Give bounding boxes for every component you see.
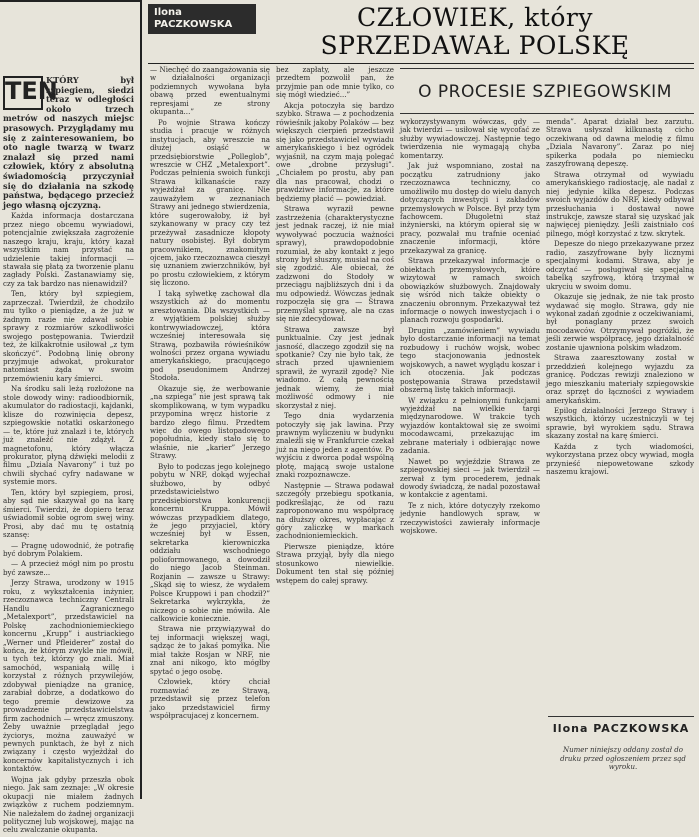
paragraph: Jerzy Strawa, urodzony w 1915 roku, z wykształcenia inżynier, rzeczoznawca techniczny Centrali Handlu Zagranicznego „Metalexport”, przedstawiciel na Polskę zachodnioniemieckiego koncernu „Krupp” i austriackiego „Werner und Pfleiderer” został do końca, że którym zwykle nie mówił, u tych też, którzy go znali. Miał samochód, wspaniałą willę i korzystał z różnych przywilejów, zdobywał pieniądze na granicę, zarabiał dobrze, a dodatkowo do tego premie dewizowe za prowadzenie przedstawicielstwa firm zachodnich — wręcz zmuszony. Żeby uważnie przeglądał jego życiorys, można zauważyć w pewnych punktach, że był z nich związany i często wyjeżdżał do koncernów kapitalistycznych i ich kontaktów. xyxy=(3,578,134,774)
paragraph: Kaźda z tych wiadomości, wykorzystana przez obcy wywiad, mogła przynieść niepowetowane szkody naszemu krajowi. xyxy=(546,441,694,477)
paragraph: Te z nich, które dotyczyły rzekomo jedynie handlowych spraw, w rzeczywistości zawierały informacje wojskowe. xyxy=(400,500,540,536)
paragraph: wykorzystywanym wówczas, gdy — jak twierdzi — usiłował się wycofać ze służby wywiadowczej. Następnie tego twierdzenia nie wymagają chyba komentarzy. xyxy=(400,117,540,160)
paragraph: Drugim „zamówieniem” wywiadu było dostarczanie informacji na temat rozbudowy i ruchów wojsk, wobec tego stacjonowania jednostek wojskowych, a nawet wyglądu koszar i ich otoczenia. Jak podczas postępowania Strawa przedstawił obszerną listę takich informacji. xyxy=(400,325,540,395)
paragraph: Strawa otrzymał od wywiadu amerykańskiego radiostację, ale nadał z niej jedynie kilka depesz. Podczas swoich wyjazdów do NRF, kiedy odbywał przesłuchania i dostawał nowe instrukcje, zawsze starał się uzyskać jak najwięcej pieniędzy. Jeśli zaistniało coś pilnego, mógł korzystać z tzw. skrytek. xyxy=(546,169,694,238)
paragraph: Strawa nie przywiązywał do tej informacji większej wagi, sądząc że to jakaś pomyłka. Nie miał także Rosjan w NRF, nie znał ani nikogo, kto mógłby spytać o jego osobę. xyxy=(150,624,270,676)
paragraph: Okazuje się, że werbowanie „na szpiega” nie jest sprawą tak skomplikowaną, w tym wypadku przypomina wręcz historie z bardzo złego filmu. Przedtem więc do owego listopadowego popołudnia, kiedy stało się to właśnie, nie „karier” Jerzego Strawy. xyxy=(150,383,270,461)
headline xyxy=(260,4,690,60)
paragraph: Akcja potoczyła się bardzo szybko. Strawa — z pochodzenia rówieśnik jakoby Polaków — bez większych cierpień przedstawił się jako przedstawiciel wywiadu amerykańskiego i bez ogródek wyjaśnił, na czym mają polegać owe „drobne przysługi”. „Chciałem po prostu, aby pan dla nas pracował, chodzi o prawdziwe informacje, za które będziemy płacić — powiedział. xyxy=(276,100,394,203)
lead-paragraph: KTÓRY był szpiegiem, siedzi teraz w odległości około trzech metrów od naszych miejsc prasowych. Przyglądamy mu się z zainteresowaniem, bo oto nagle twarzą w twarz znalazł się przed nami człowiek, który z absolutną świadomością przyczyniał się do działania na szkodę państwa, będącego przecież jego własną ojczyzną. xyxy=(3,75,134,210)
paragraph: Epilog działalności Jerzego Strawy i wszystkich, którzy uczestniczyli w tej sprawie, był wyrokiem sądu. Strawa skazany został na karę śmierci. xyxy=(546,405,694,441)
paragraph: Każda informacja dostarczana przez niego obcemu wywiadowi, potencjalnie zwiększała zagrożenie naszego kraju, kraju, który kazał wszystkim nam przystać na udzielenie takiej informacji — stawała się płatą za tworzenie planu zagłady Polski. Zastanawiamy się, czy za tak bardzo nas nienawidził? xyxy=(3,211,134,288)
column-1 xyxy=(3,76,134,837)
paragraph: Nawet po wyjeździe Strawa ze szpiegowskiej sieci — jak twierdził — zerwał z tym procederem, jednak dowody świadczą, że nadal pozostawał w kontakcie z agentami. xyxy=(400,456,540,500)
author-last-name: PACZKOWSKA xyxy=(154,19,233,30)
paragraph: Pierwsze pieniądze, które Strawa przyjął, były dla niego stosunkowo niewielkie. Dokument ten stał się później wstępem do całej sprawy. xyxy=(276,541,394,585)
signature-name: Ilona PACZKOWSKA xyxy=(552,722,690,735)
column-3 xyxy=(276,66,394,799)
paragraph: Strawa wyraził pewne zastrzeżenia (charakterystyczne jest jednak raczej, iż nie miał wywoływać poczucia ważności sprawy), prawdopodobnie rozumiał, że aby kontakt z jego strony był słuszny, musiał na coś się zgodzić. Ale obiecał, że zadzwoni do Stodoły w przeciągu najbliższych dni i da mu odpowiedź. Wówczas jednak rozpoczęła się gra — Strawa przemyślał sprawę, ale na czas się nie zdecydował. xyxy=(276,204,394,324)
headline-line-1: CZŁOWIEK, który xyxy=(357,3,593,32)
headline-line-2: SPRZEDAWAŁ POLSKĘ xyxy=(320,31,630,60)
paragraph: Było to podczas jego kolejnego pobytu w NRF, dokąd wyjechał służbowo, by odbyć przedstawicielstwo przedsiębiorstwa konkurencji koncernu Kruppa. Mówił wówczas przypadkiem dlatego, że jego przyjaciel, który wcześniej był w Essen, sekretarka kierowniczka oddziału wschodniego polioformowanego, a dowodził do niego Jacob Steinman. Rozjanin — zawsze u Strawy: „Skąd się to wiesz, że wydałem Polsce Kruppowi i pan chodził?” Sekretarka wykrzykła, że niczego o sobie nie mówiła. Ale całkowicie koniecznie. xyxy=(150,461,270,623)
paragraph: — Pragnę udowodnić, że potrafię być dobrym Polakiem. xyxy=(3,540,134,558)
section-subhead: O PROCESIE SZPIEGOWSKIM xyxy=(418,82,672,102)
author-tag xyxy=(148,4,256,34)
column-5 xyxy=(546,118,694,714)
paragraph: W związku z pełnionymi funkcjami wyjeżdżał na wielkie targi międzynarodowe. W trakcie tych wyjazdów kontaktował się ze swoimi mocodawcami, przekazując im zebrane materiały i odbierając nowe zadania. xyxy=(400,395,540,456)
paragraph: Ten, który był szpiegiem, zaprzeczał. Twierdził, że chodziło mu tylko o pieniądze, a że już w żadnym razie nie zdawał sobie sprawy z rozmiarów szkodliwości swojego postępowania. Twierdził też, że kilkakrotnie usiłował „z tym skończyć”. Podobną linię obrony przyjmuje adwokat, prokurator natomiast żąda w swoim przemówieniu kary śmierci. xyxy=(3,289,134,383)
paragraph: menda”. Aparat działał bez zarzutu. Strawa usłyszał kilkunastą cicho oczekiwaną od dawna melodię z filmu „Dziala Navarony”. Zaraz po niej spikerka podała po niemiecku zaszyfrowaną depeszę. xyxy=(546,117,694,169)
paragraph: — Niechęć do zaangażowania się w działalności organizacji podziemnych wywołana była obawą przed ewentualnymi represjami ze strony okupanta...” xyxy=(150,65,270,117)
paragraph: Jak już wspomniano, został na początku zatrudniony jako rzeczoznawca techniczny, co umożliwiło mu dostęp do wielu danych dotyczących inwestycji i zakładów przemysłowych w Polsce. Był przy tym fachowcem. Długoletni staż inżynierski, na którym opierał się w pracy, pozwalał mu trafnie oceniać znaczenie informacji, które przekazywał za granicę. xyxy=(400,161,540,255)
paragraph: Po wojnie Strawa kończy studia i pracuje w różnych instytucjach, aby wreszcie na dłużej osiąść w przedsiębiorstwie „Polleglob”, wreszcie w CHZ „Metalexport”. Podczas pełnienia swoich funkcji Strawa kilkanaście razy wyjeżdżał za granicę. Nie zauważyłem w zeznaniach Strawy ani jednego stwierdzenia, które sugerowałoby, iż był szykanowany w pracy czy też przeżywał zasadnicze kłopoty natury osobistej. Był dobrym pracownikiem, znakomitym ojcem, jako rzeczoznawca cieszył się uznaniem zwierzchników, był po prostu człowiekiem, z którym się liczono. xyxy=(150,117,270,288)
header-underline xyxy=(148,63,694,64)
column-2 xyxy=(150,66,270,799)
top-left-border xyxy=(0,0,141,2)
paragraph: Następnie — Strawa podawał szczegóły przebiegu spotkania, podkreślając, że od razu zaproponowano mu współpracę na dłuższy okres, wypłacając z góry zaliczkę w markach zachodnioniemieckich. xyxy=(276,480,394,541)
article-header xyxy=(148,4,693,66)
paragraph: bez zapłaty, ale jeszcze przedtem pozwolił pan, że przyjmie pan ode mnie tylko, co się mógł wiedzieć...” xyxy=(276,65,394,100)
paragraph: Strawa przekazywał informacje o obiektach przemysłowych, które wizytował w ramach swoich obowiązków służbowych. Znajdowały się wśród nich także obiekty o znaczeniu obronnym. Przekazywał też informacje o nowych inwestycjach i o planach rozwoju gospodarki. xyxy=(400,256,540,325)
paragraph: Okazuje się jednak, że nie tak prosto wydawać się mogło. Strawa, gdy nie wykonał zadań zgodnie z oczekiwaniami, był ponaglany przez swoich mocodawców. Otrzymywał pogróżki, że jeśli zerwie współpracę, jego działalność zostanie ujawniona polskim władzom. xyxy=(546,292,694,352)
author-first-name: Ilona xyxy=(154,7,182,18)
paragraph: Strawa zaaresztowany został w przeddzień kolejnego wyjazdu za granicę. Podczas rewizji znaleziono w jego mieszkaniu materiały szpiegowskie oraz sprzęt do łączności z wywiadem amerykańskim. xyxy=(546,353,694,405)
paragraph: Tego dnia wydarzenia potoczyły się jak lawina. Przy prawnym wyliczeniu w budynku znaleźli się w Frankfurcie czekał już na niego jeden z agentów. Po wyjściu z dworca podał wspólną płotę, mającą swoje ustalone znaki rozpoznawcze. xyxy=(276,411,394,480)
left-column-divider xyxy=(140,0,142,799)
paragraph: Strawa zawsze był punktualnie. Czy jest jednak jasność, dlaczego zgodził się na spotkanie? Czy nie było tak, że strach przed ujawnieniem sprawił, że wyraził zgodę? Nie wiadomo. Z całą pewnością jednak wiemy, że miał możliwość odmowy i nie skorzystał z niej. xyxy=(276,324,394,410)
paragraph: Wojna jak gdyby przeszła obok niego. Jak sam zeznaje: „W okresie okupacji nie miałem żadnych związków z ruchem podziemnym. Nie należałem do żadnej organizacji politycznej lub wojskowej, mając na celu zwalczanie okupanta. xyxy=(3,774,134,835)
paragraph: I taką sylwetkę zachował dla wszystkich aż do momentu aresztowania. Dla wszystkich — z wyjątkiem polskiej służby kontrwywiadowczej, która wcześniej interesowała się Strawą, pozbawiła rówieśników wolności przez organa wywiadu amerykańskiego, pracującego pod pseudonimem Andrzej Stodoła. xyxy=(150,288,270,383)
column-4 xyxy=(400,118,540,796)
paragraph: Ten, który był szpiegiem, prosi, aby sąd nie skazywał go na karę śmierci. Twierdzi, że dopiero teraz uświadomił sobie ogrom swej winy. Prosi, aby dać mu tę ostatnią szansę: xyxy=(3,487,134,540)
paragraph: — A przecież mógł nim po prostu być zawsze... xyxy=(3,559,134,577)
paragraph: Depesze do niego przekazywane przez radio, zaszyfrowane były licznymi specjalnymi kodami. Strawa, aby je odczytać — posługiwał się specjalną tabelką szyfrową, którą trzymał w ukryciu w swoim domu. xyxy=(546,239,694,291)
paragraph: Na środku sali leżą rozłożone na stole dowody winy: radioodbiornik, akumulator do radiostacji, kajdanki, klisze do rozwinięcia depesz, szpiegowskie notatki oskarżonego — te, które już znalazł i te, których już znaleźć nie zdążył. Z magnetofonu, który włącza prokurator, płyną dźwięki melodii z filmu „Dziala Navarony” i tuż po chwili słychać cyfry nadawane w systemie mors. xyxy=(3,384,134,487)
paragraph: Człowiek, który chciał rozmawiać ze Strawą, przedstawił się przez telefon jako przedstawiciel firmy współpracujacej z koncernem. xyxy=(150,677,270,720)
signature-note: Numer niniejszy oddany został do druku przed ogłoszeniem przez sąd wyroku. xyxy=(560,746,686,771)
drop-initial: TEN xyxy=(3,76,43,110)
